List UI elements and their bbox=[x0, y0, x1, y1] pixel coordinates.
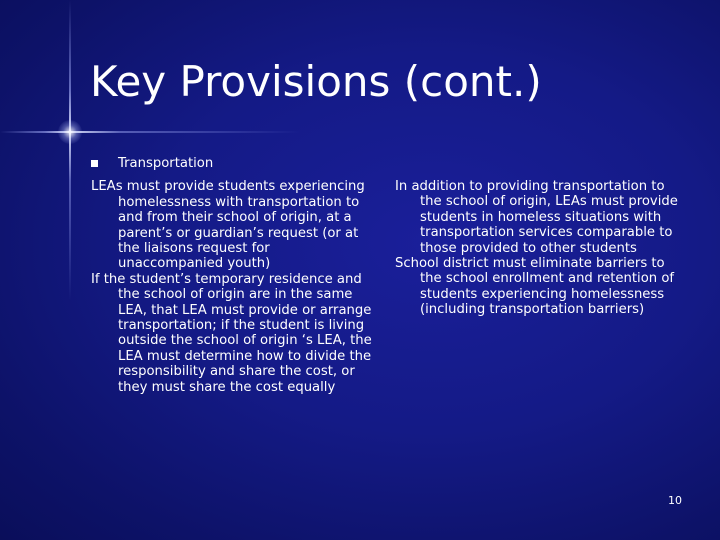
left-paragraph-1: LEAs must provide students experiencing homelessness with transportation to and from their school of origin, at a parent’s or guardian’s request (or at the liaisons request for unaccompanied youth) bbox=[91, 179, 365, 272]
bullet-item bbox=[91, 156, 373, 171]
sparkle-horizontal-decoration bbox=[0, 131, 300, 133]
bullet-text: Transportation bbox=[118, 156, 214, 171]
left-column bbox=[91, 156, 373, 395]
right-paragraph-2: School district must eliminate barriers to the school enrollment and retention of students experiencing homelessness (including transportation barriers) bbox=[395, 256, 675, 318]
sparkle-glow-decoration bbox=[58, 120, 82, 144]
right-paragraph-1: In addition to providing transportation to the school of origin, LEAs must provide students in homeless situations with transportation services comparable to those provided to other students bbox=[395, 179, 678, 256]
left-paragraph-2: If the student’s temporary residence and the school of origin are in the same LEA, that LEA must provide or arrange transportation; if the student is living outside the school of origin ‘s LEA, the LEA must determine how to divide the responsibility and share the cost, or they must share the cost equally bbox=[91, 271, 372, 395]
right-column bbox=[393, 179, 683, 318]
page-number: 10 bbox=[668, 494, 682, 507]
square-bullet-icon bbox=[91, 160, 98, 167]
slide-title: Key Provisions (cont.) bbox=[90, 57, 542, 106]
sparkle-vertical-decoration bbox=[69, 0, 71, 300]
